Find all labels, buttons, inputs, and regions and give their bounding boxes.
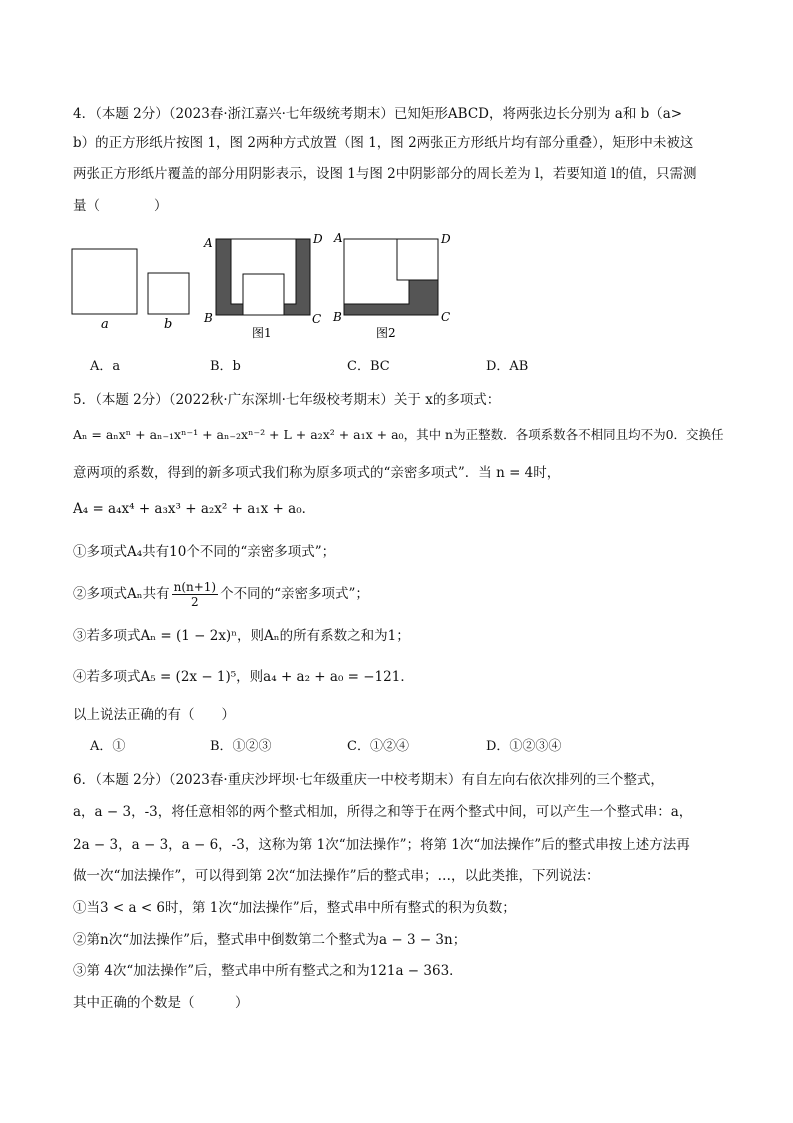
figure-1 bbox=[203, 232, 323, 340]
q5-option-a[interactable]: A．① bbox=[90, 739, 126, 754]
square-b bbox=[148, 273, 189, 314]
fig2-label-B: B bbox=[333, 310, 342, 324]
q5-statement-2-start: ②多项式Aₙ共有 bbox=[73, 586, 170, 602]
q5-fraction-numerator: n(n+1) bbox=[173, 580, 217, 594]
square-a-label: a bbox=[101, 317, 109, 332]
q5-line-3: 意两项的系数，得到的新多项式我们称为原多项式的“亲密多项式”．当 n = 4时， bbox=[73, 465, 561, 481]
q6-line-1: 6．（本题 2分）（2023春·重庆沙坪坝·七年级重庆一中校考期末）有自左向右依次排列的三个整式， bbox=[73, 772, 664, 788]
fig2-label-A: A bbox=[334, 231, 343, 245]
q5-statement-2-end: 个不同的“亲密多项式”； bbox=[220, 586, 369, 602]
q5-fraction bbox=[172, 580, 219, 609]
q5-polynomial-a4: A₄ = a₄x⁴ + a₃x³ + a₂x² + a₁x + a₀． bbox=[73, 501, 316, 517]
q5-option-d[interactable]: D．①②③④ bbox=[486, 739, 562, 754]
square-a bbox=[72, 249, 137, 314]
q4-line-2: b）的正方形纸片按图 1，图 2两种方式放置（图 1，图 2两张正方形纸片均有部分重叠），矩形中未被这 bbox=[73, 135, 694, 151]
q5-question: 以上说法正确的有（ ） bbox=[73, 707, 235, 723]
q5-statement-4: ④若多项式A₅ = (2x − 1)⁵，则a₄ + a₂ + a₀ = −121． bbox=[73, 669, 414, 685]
q6-statement-3: ③第 4次“加法操作”后，整式串中所有整式之和为121a − 363． bbox=[73, 963, 463, 979]
fig1-label-A: A bbox=[204, 236, 213, 250]
q6-question: 其中正确的个数是（ ） bbox=[73, 995, 249, 1011]
q5-statement-2 bbox=[73, 580, 369, 609]
q6-line-3: 2a − 3，a − 3，a − 6，-3，这称为第 1次“加法操作”；将第 1次“加法操作”后的整式串按上述方法再 bbox=[73, 837, 690, 853]
figure-2 bbox=[332, 231, 451, 340]
q5-polynomial-general: Aₙ = aₙxⁿ + aₙ₋₁xⁿ⁻¹ + aₙ₋₂xⁿ⁻² + L + a₂x² + a₁x + a₀ bbox=[73, 427, 404, 442]
fig1-label-D: D bbox=[313, 232, 323, 246]
q4-option-c[interactable]: C．BC bbox=[347, 359, 390, 374]
q5-line-1: 5．（本题 2分）（2022秋·广东深圳·七年级校考期末）关于 x的多项式： bbox=[73, 392, 501, 408]
fig2-label-C: C bbox=[441, 310, 451, 324]
q5-statement-3: ③若多项式Aₙ = (1 − 2x)ⁿ，则Aₙ的所有系数之和为1； bbox=[73, 628, 410, 644]
q5-option-c[interactable]: C．①②④ bbox=[347, 739, 409, 754]
fig2-caption: 图2 bbox=[376, 326, 396, 340]
q4-line-3: 两张正方形纸片覆盖的部分用阴影表示，设图 1与图 2中阴影部分的周长差为 l，若要知道 l的值，只需测 bbox=[73, 166, 697, 182]
q4-figures bbox=[60, 225, 480, 350]
q5-line-2-rest: ，其中 n为正整数．各项系数各不相同且均不为0．交换任 bbox=[403, 427, 724, 442]
q5-fraction-denominator: 2 bbox=[191, 595, 199, 609]
q4-option-b[interactable]: B．b bbox=[210, 359, 241, 374]
q6-line-2: a，a − 3，-3，将任意相邻的两个整式相加，所得之和等于在两个整式中间，可以产生一个整式串：a， bbox=[73, 804, 693, 820]
square-b-label: b bbox=[164, 317, 173, 332]
fig2-label-D: D bbox=[441, 232, 451, 246]
q6-statement-1: ①当3 < a < 6时，第 1次“加法操作”后，整式串中所有整式的积为负数； bbox=[73, 900, 516, 916]
q4-line-1: 4．（本题 2分）（2023春·浙江嘉兴·七年级统考期末）已知矩形ABCD，将两张边长分别为 a和 b（a> bbox=[73, 106, 683, 122]
q4-option-a[interactable]: A．a bbox=[90, 359, 121, 374]
q6-line-4: 做一次“加法操作”，可以得到第 2次“加法操作”后的整式串；…，以此类推，下列说法： bbox=[73, 868, 600, 884]
fig1-caption: 图1 bbox=[252, 326, 272, 340]
fig1-label-B: B bbox=[204, 311, 213, 325]
fig1-label-C: C bbox=[312, 312, 322, 326]
q4-line-4: 量（ ） bbox=[73, 198, 168, 214]
q4-option-d[interactable]: D．AB bbox=[486, 359, 529, 374]
q5-option-b[interactable]: B．①②③ bbox=[210, 739, 272, 754]
q5-statement-1: ①多项式A₄共有10个不同的“亲密多项式”； bbox=[73, 544, 336, 560]
q6-statement-2: ②第n次“加法操作”后，整式串中倒数第二个整式为a − 3 − 3n； bbox=[73, 932, 467, 948]
q5-line-2 bbox=[73, 425, 724, 445]
